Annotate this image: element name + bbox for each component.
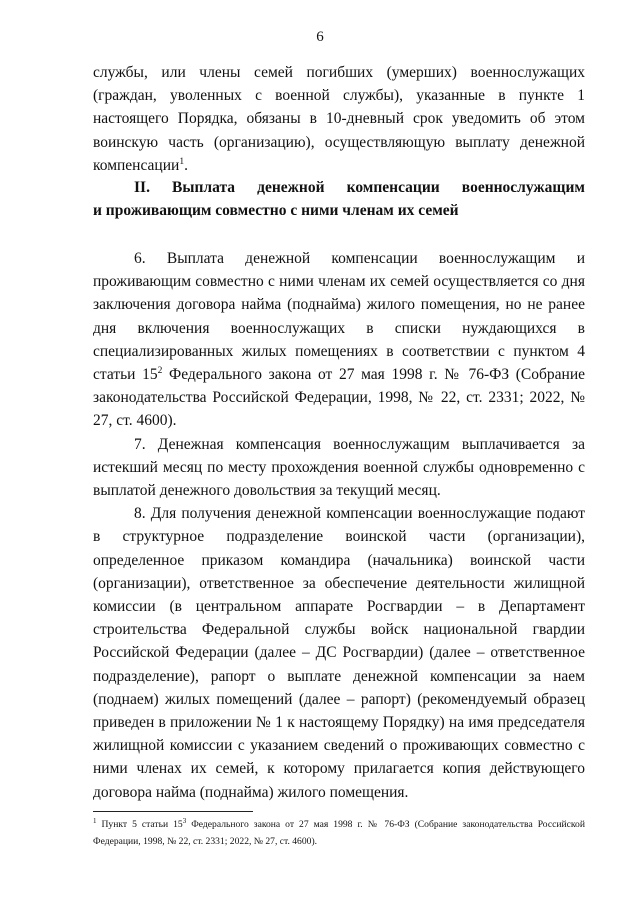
footnote-reference: 1 [179, 156, 185, 167]
section-heading-line-2: и проживающим совместно с ними членам их семей [93, 202, 459, 219]
main-body [93, 247, 585, 804]
intro-block [93, 61, 585, 177]
intro-paragraph [93, 61, 585, 177]
page-number: 6 [316, 29, 324, 45]
paragraph-8: 8. Для получения денежной компенсации военнослужащие подают в структурное подразделение воинской части (организации), определенное приказом командира (начальника) воинской части (организации), ответственное за обеспечение деятельности жилищной комиссии (в центральном аппарате Росгвардии – в Департамент строительства Федеральной службы войск национальной гвардии Российской Федерации (далее – ДС Росгвардии) (далее – ответственное подразделение), рапорт о выплате денежной компенсации за наем (поднаем) жилых помещений (далее – рапорт) (рекомендуемый образец приведен в приложении № 1 к настоящему Порядку) на имя председателя жилищной комиссии с указанием сведений о проживающих совместно с ними членах их семей, к которому прилагается копия действующего договора найма (поднайма) жилого помещения. [93, 505, 585, 801]
paragraph-6 [93, 247, 585, 433]
footnote-superscript: 3 [182, 817, 187, 825]
paragraph-7: 7. Денежная компенсация военнослужащим выплачивается за истекший месяц по месту прохождения военной службы одновременно с выплатой денежного довольствия за текущий месяц. [93, 435, 585, 500]
footnote-text-end: Федерального закона от 27 мая 1998 г. № 76-ФЗ (Собрание законодательства Российской Федерации, 1998, № 22, ст. 2331; 2022, № 27, ст. 4600). [93, 819, 585, 847]
footnote-text: Пункт 5 статьи 15 [96, 819, 183, 830]
footnote-number: 1 [93, 817, 97, 825]
paragraph-6-text: 6. Выплата денежной компенсации военнослужащим и проживающим совместно с ними членам их семей осуществляется со дня заключения договора найма (поднайма) жилого помещения, но не ранее дня включения военнослужащих в списки нуждающихся в специализированных жилых помещениях в соответствии с пунктом 4 статьи 15 [93, 250, 585, 384]
section-heading [93, 176, 585, 222]
intro-text: службы, или члены семей погибших (умерших) военнослужащих (граждан, уволенных с военной службы), указанные в пункте 1 настоящего Порядка, обязаны в 10-дневный срок уведомить об этом воинскую часть (организацию), осуществляющую выплату денежной компенсации [93, 64, 585, 174]
intro-tail: . [184, 156, 188, 174]
footnote [93, 816, 585, 850]
section-heading-line-1: II. Выплата денежной компенсации военнослужащим [134, 179, 585, 196]
paragraph-6-superscript: 2 [157, 366, 163, 377]
paragraph-6-text-end: Федерального закона от 27 мая 1998 г. № 76-ФЗ (Собрание законодательства Российской Федерации, 1998, № 22, ст. 2331; 2022, № 27, ст. 4600). [93, 366, 585, 430]
footnote-separator [93, 811, 253, 812]
